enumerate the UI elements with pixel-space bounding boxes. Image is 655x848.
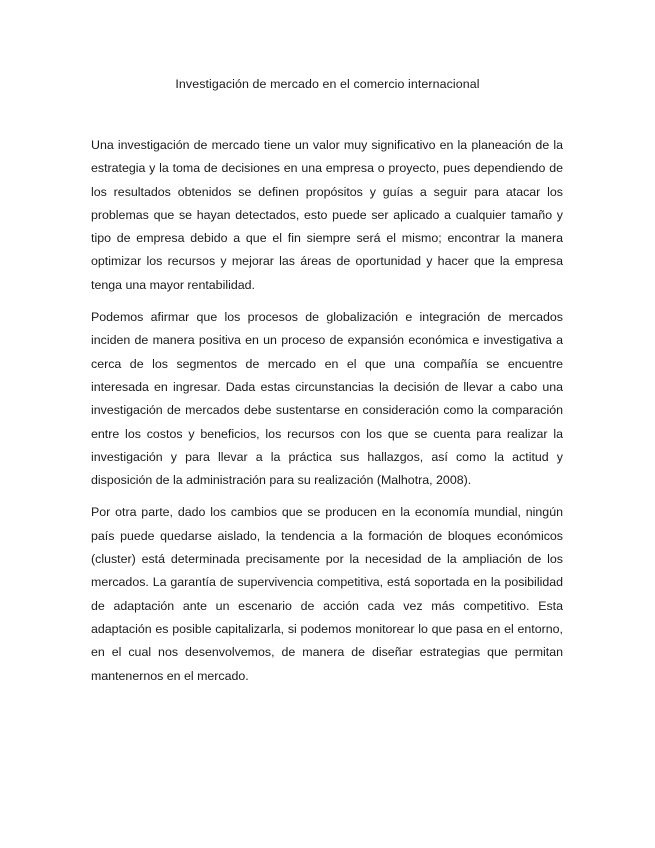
- document-title: Investigación de mercado en el comercio internacional: [175, 77, 480, 91]
- paragraph-1: Una investigación de mercado tiene un valor muy significativo en la planeación de la estrategia y la toma de decisiones en una empresa o proyecto, pues dependiendo de los resultados obtenidos se definen propósitos y guías a seguir para atacar los problemas que se hayan detectados, esto puede ser aplicado a cualquier tamaño y tipo de empresa debido a que el fin siempre será el mismo; encontrar la manera optimizar los recursos y mejorar las áreas de oportunidad y hacer que la empresa tenga una mayor rentabilidad.: [91, 138, 563, 292]
- paragraph-3: Por otra parte, dado los cambios que se producen en la economía mundial, ningún país puede quedarse aislado, la tendencia a la formación de bloques económicos (cluster) está determinada precisamente por la necesidad de la ampliación de los mercados. La garantía de supervivencia competitiva, está soportada en la posibilidad de adaptación ante un escenario de acción cada vez más competitivo. Esta adaptación es posible capitalizarla, si podemos monitorear lo que pasa en el entorno, en el cual nos desenvolvemos, de manera de diseñar estrategias que permitan mantenernos en el mercado.: [91, 505, 563, 683]
- document-body: [91, 134, 563, 697]
- paragraph-2: Podemos afirmar que los procesos de globalización e integración de mercados inciden de manera positiva en un proceso de expansión económica e investigativa a cerca de los segmentos de mercado en el que una compañía se encuentre interesada en ingresar. Dada estas circunstancias la decisión de llevar a cabo una investigación de mercados debe sustentarse en consideración como la comparación entre los costos y beneficios, los recursos con los que se cuenta para realizar la investigación y para llevar a la práctica sus hallazgos, así como la actitud y disposición de la administración para su realización (Malhotra, 2008).: [91, 310, 563, 488]
